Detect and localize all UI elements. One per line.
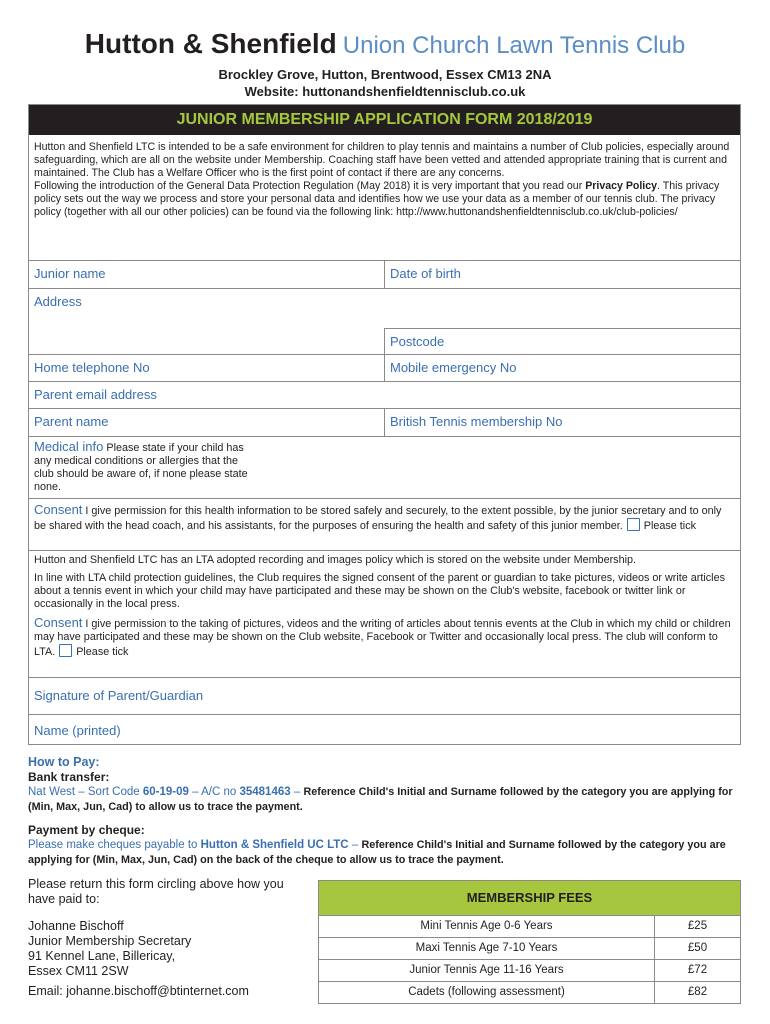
fee-price: £25 — [687, 920, 708, 932]
parent-name-label: Parent name — [34, 414, 109, 429]
medical-info-text: Please state if your child has any medical conditions or allergies that the club should be aware of, if none please state none. — [34, 442, 248, 493]
consent-images-checkbox[interactable] — [59, 644, 72, 657]
row-parent-name — [29, 408, 740, 436]
bank-dash-2: – — [192, 786, 199, 798]
row-consent-health — [29, 498, 740, 550]
mobile-emergency-field[interactable] — [384, 355, 740, 381]
account-number-label: A/C no — [201, 786, 237, 798]
intro-p2-start: Following the introduction of the General Data Protection Regulation (May 2018) it is very important that you read our — [34, 180, 583, 192]
consent-health-text: I give permission for this health information to be stored safely and securely, to the extent possible, by the junior secretary and to only be shared with the head coach, and his assistants, for the purposes of ensuring the health and safety of this junior member. — [34, 505, 722, 532]
cheque-reference-text: Reference Child's Initial and Surname followed by the category you are applying for (Min, Max, Jun, Cad) on the back of the cheque to allow us to trace the payment. — [28, 839, 726, 866]
membership-fees-table — [318, 880, 741, 1004]
consent-images-tick-label: Please tick — [76, 646, 129, 658]
bank-transfer-heading: Bank transfer: — [28, 770, 110, 784]
consent-health-label: Consent — [34, 502, 83, 517]
bank-dash-3: – — [293, 786, 301, 798]
date-of-birth-label: Date of birth — [390, 266, 461, 281]
bank-dash-1: – — [78, 786, 85, 798]
intro-text — [29, 135, 740, 219]
fee-description: Mini Tennis Age 0-6 Years — [319, 916, 655, 937]
intro-paragraph-1: Hutton and Shenfield LTC is intended to be a safe environment for children to play tennis and maintains a number of Club policies, especially around safeguarding, which are all on the website under Membership. Coaching staff have been vetted and attended appropriate training that is current and maintained. The Club has a Welfare Officer who is the first point of contact if there are any concerns. — [34, 141, 730, 179]
junior-name-label: Junior name — [34, 266, 106, 281]
fee-row — [319, 981, 740, 1003]
name-printed-label: Name (printed) — [34, 723, 121, 738]
bt-membership-label: British Tennis membership No — [390, 414, 563, 429]
fee-description: Junior Tennis Age 11-16 Years — [319, 960, 655, 981]
row-name-printed — [29, 714, 740, 745]
mobile-emergency-label: Mobile emergency No — [390, 360, 517, 375]
home-telephone-field[interactable] — [29, 355, 384, 381]
fee-description: Maxi Tennis Age 7-10 Years — [319, 938, 655, 959]
parent-name-field[interactable] — [29, 409, 384, 436]
sort-code-label: Sort Code — [87, 786, 140, 798]
fee-price: £82 — [687, 986, 708, 998]
medical-info-field[interactable] — [29, 437, 740, 498]
club-website: Website: huttonandshenfieldtennisclub.co.uk — [244, 84, 526, 99]
home-telephone-label: Home telephone No — [34, 360, 150, 375]
intro-p2-end: . This privacy policy sets out the way we process and store your personal data and identifies how we use your data as a member of our tennis club. The privacy policy (together with all our other policies) can be found via the following link: http://www.huttonandshenfieldtennisclub.co.uk/club-policies/ — [34, 180, 720, 218]
fee-price: £72 — [687, 964, 708, 976]
secretary-email[interactable]: Email: johanne.bischoff@btinternet.com — [28, 984, 249, 998]
secretary-name: Johanne Bischoff — [28, 919, 124, 933]
intro-paragraph-2 — [34, 180, 735, 219]
signature-field[interactable] — [29, 678, 740, 714]
return-address-block — [28, 877, 308, 999]
secretary-address-2: Essex CM11 2SW — [28, 964, 129, 978]
club-subtitle: Union Church Lawn Tennis Club — [342, 32, 686, 59]
consent-images-text: I give permission to the taking of pictures, videos and the writing of articles about tennis events at the Club in which my child or children may have participated and these may be shown on the Club website, Facebook or Twitter and occasionally local press. The club will conform to LTA. — [34, 618, 731, 658]
fee-row — [319, 937, 740, 959]
parent-email-label: Parent email address — [34, 387, 157, 402]
application-form — [28, 104, 741, 745]
return-instruction: Please return this form circling above how you have paid to: — [28, 877, 284, 906]
name-printed-field[interactable] — [29, 715, 740, 745]
date-of-birth-field[interactable] — [384, 261, 740, 288]
form-banner: JUNIOR MEMBERSHIP APPLICATION FORM 2018/2019 — [29, 105, 740, 135]
row-address — [29, 288, 740, 328]
lta-policy-text: Hutton and Shenfield LTC has an LTA adopted recording and images policy which is stored on the website under Membership. — [34, 554, 636, 566]
images-consent-block — [29, 551, 740, 677]
consent-images-label: Consent — [34, 615, 83, 630]
consent-health-tick-label: Please tick — [643, 520, 697, 532]
secretary-role: Junior Membership Secretary — [28, 934, 192, 948]
bank-transfer-details — [28, 785, 743, 815]
fee-description: Cadets (following assessment) — [319, 982, 655, 1003]
address-field[interactable] — [29, 289, 740, 328]
postcode-field[interactable] — [384, 328, 740, 354]
row-telephone — [29, 354, 740, 381]
medical-info-label: Medical info — [34, 439, 104, 454]
signature-label: Signature of Parent/Guardian — [34, 688, 204, 703]
secretary-address-1: 91 Kennel Lane, Billericay, — [28, 949, 176, 963]
cheque-text: Please make cheques payable to — [28, 839, 198, 851]
row-parent-email — [29, 381, 740, 408]
cheque-details — [28, 838, 743, 868]
cheque-payee: Hutton & Shenfield UC LTC — [200, 839, 349, 851]
row-signature — [29, 677, 740, 714]
address-label: Address — [34, 294, 82, 309]
cheque-dash: – — [351, 839, 359, 851]
lta-guidelines-text: In line with LTA child protection guidelines, the Club requires the signed consent of the parent or guardian to take pictures, videos or write articles about a tennis event in which your child may have participated and these may be shown on the Club's website, facebook or twitter link or occasionally in the local press. — [34, 572, 725, 610]
medical-info-text-block — [34, 440, 259, 494]
bt-membership-field[interactable] — [384, 409, 740, 436]
row-postcode — [29, 328, 740, 354]
row-images-consent — [29, 550, 740, 677]
bank-name: Nat West — [28, 786, 76, 798]
page-title — [0, 28, 770, 60]
consent-health-block — [29, 499, 740, 550]
cheque-heading: Payment by cheque: — [28, 823, 145, 837]
how-to-pay-heading: How to Pay: — [28, 755, 100, 769]
club-address: Brockley Grove, Hutton, Brentwood, Essex CM13 2NA — [218, 67, 552, 82]
row-medical-info — [29, 436, 740, 498]
fee-price: £50 — [687, 942, 708, 954]
row-junior-name — [29, 260, 740, 288]
membership-fees-heading: MEMBERSHIP FEES — [319, 881, 740, 915]
club-name: Hutton & Shenfield — [84, 28, 337, 59]
payment-section — [28, 755, 743, 868]
club-address-block — [0, 66, 770, 100]
consent-health-checkbox[interactable] — [627, 518, 640, 531]
consent-images-paragraph — [34, 616, 735, 659]
sort-code-value: 60-19-09 — [142, 786, 189, 798]
parent-email-field[interactable] — [29, 382, 740, 408]
account-number-value: 35481463 — [239, 786, 291, 798]
fee-row — [319, 915, 740, 937]
privacy-policy-link[interactable]: Privacy Policy — [585, 180, 658, 192]
junior-name-field[interactable] — [29, 261, 384, 288]
fee-row — [319, 959, 740, 981]
bank-reference-text: Reference Child's Initial and Surname followed by the category you are applying for (Min, Max, Jun, Cad) to allow us to trace the payment. — [28, 786, 733, 813]
postcode-label: Postcode — [390, 334, 445, 349]
